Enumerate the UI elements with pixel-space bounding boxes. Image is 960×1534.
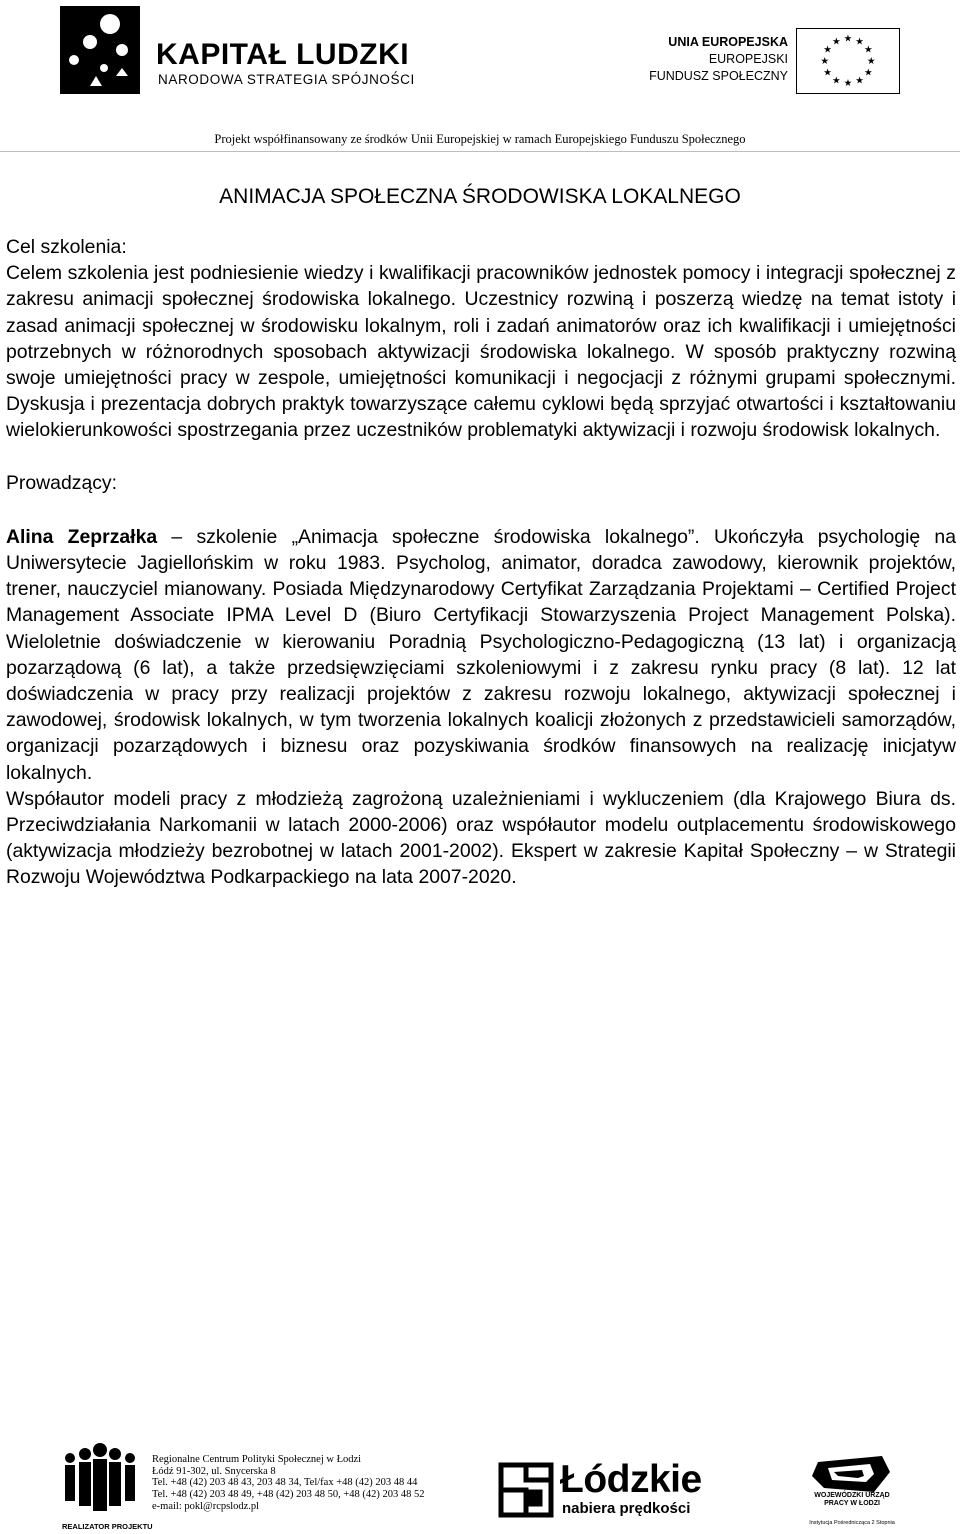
trainer-heading: Prowadzący: bbox=[6, 471, 118, 494]
svg-text:★: ★ bbox=[823, 44, 832, 56]
wup-logo bbox=[804, 1454, 900, 1534]
header-divider bbox=[0, 151, 960, 152]
document-title: ANIMACJA SPOŁECZNA ŚRODOWISKA LOKALNEGO bbox=[219, 185, 741, 208]
svg-text:★: ★ bbox=[855, 75, 864, 87]
document-body bbox=[6, 234, 956, 891]
svg-text:★: ★ bbox=[832, 75, 841, 87]
eu-line-2: EUROPEJSKI bbox=[708, 52, 788, 66]
eu-line-3: FUNDUSZ SPOŁECZNY bbox=[649, 69, 788, 83]
wup-subtitle: Instytucja Pośrednicząca 2 Stopnia bbox=[809, 1520, 895, 1526]
svg-text:★: ★ bbox=[823, 67, 832, 79]
people-icon bbox=[62, 1442, 138, 1520]
svg-text:★: ★ bbox=[864, 67, 873, 79]
trainer-bio: – szkolenie „Animacja społeczne środowiska lokalnego”. Ukończyła psychologię na Uniwersytecie Jagiellońskim w roku 1983. Psycholog, animator, doradca zawodowy, kierownik projektów, trener, nauczyciel mianowany. Posiada Międzynarodowy Certyfikat Zarządzania Projektami – Certified Project Management Associate IPMA Level D (Biuro Certyfikacji Stowarzyszenia Project Management Polska). Wieloletnie doświadczenie w kierowaniu Poradnią Psychologiczno-Pedagogiczną (13 lat) i organizacją pozarządową (6 lat), a także przedsięwzięciami szkoleniowymi i z zakresu rynku pracy (8 lat). 12 lat doświadczenia w pracy przy realizacji projektów z zakresu rozwoju lokalnego, aktywizacji społecznej i zawodowej, środowisk lokalnych, w tym tworzenia lokalnych koalicji złożonych z przedstawicieli samorządów, organizacji pozarządowych i biznesu oraz pozyskiwania środków finansowych na realizację inicjatyw lokalnych. bbox=[6, 525, 957, 784]
address-line: e-mail: pokl@rcpslodz.pl bbox=[152, 1500, 260, 1512]
spacer bbox=[6, 496, 956, 524]
svg-text:★: ★ bbox=[820, 55, 830, 67]
kapital-ludzki-subtitle: NARODOWA STRATEGIA SPÓJNOŚCI bbox=[158, 72, 415, 87]
lodzkie-symbol-icon bbox=[498, 1462, 554, 1518]
address-line: Łódź 91-302, ul. Snycerska 8 bbox=[152, 1465, 276, 1477]
svg-text:★: ★ bbox=[843, 33, 853, 45]
footer-address bbox=[152, 1454, 425, 1513]
footer bbox=[0, 1432, 960, 1533]
wup-name: WOJEWÓDZKI URZĄD PRACY W ŁODZI bbox=[814, 1492, 890, 1507]
trainer-paragraph-2: Współautor modeli pracy z młodzieżą zagrożoną uzależnieniami i wykluczeniem (dla Krajowego Biura ds. Przeciwdziałania Narkomanii w latach 2000-2006) oraz współautor modelu outplacementu środowiskowego (aktywizacja młodzieży bezrobotnej w latach 2001-2002). Ekspert w zakresie Kapitał Społeczny – w Strategii Rozwoju Województwa Podkarpackiego na lata 2007-2020. bbox=[6, 787, 956, 889]
lodzkie-logo bbox=[498, 1458, 718, 1524]
svg-text:★: ★ bbox=[864, 44, 873, 56]
lodzkie-slogan: nabiera prędkości bbox=[562, 1500, 691, 1517]
svg-text:★: ★ bbox=[832, 36, 841, 48]
lodzkie-title: Łódzkie bbox=[560, 1458, 702, 1501]
kapital-ludzki-symbol-icon bbox=[52, 2, 146, 96]
trainer-name: Alina Zeprzałka bbox=[6, 525, 158, 548]
eu-logo bbox=[648, 28, 900, 96]
kapital-ludzki-logo bbox=[52, 2, 415, 100]
spacer bbox=[6, 444, 956, 470]
trainer-paragraph bbox=[6, 524, 956, 786]
eu-flag-icon bbox=[796, 28, 900, 94]
eu-text bbox=[648, 34, 788, 85]
goal-paragraph: Celem szkolenia jest podniesienie wiedzy i kwalifikacji pracowników jednostek pomocy i integracji społecznej z zakresu animacji społecznej środowiska lokalnego. Uczestnicy rozwiną i poszerzą wiedzę na temat istoty i zasad animacji społecznej w środowisku lokalnym, roli i zadań animatorów oraz ich kwalifikacji i umiejętności potrzebnych w różnorodnych sposobach aktywizacji środowiska lokalnego. W sposób praktyczny rozwiną swoje umiejętności pracy w zespole, umiejętności komunikacji i negocjacji z różnymi grupami społecznymi. Dyskusja i prezentacja dobrych praktyk towarzyszące całemu cyklowi będą sprzyjać otwartości i kształtowaniu wielokierunkowości spostrzegania przez uczestników problematyki aktywizacji i rozwoju środowisk lokalnych. bbox=[6, 262, 956, 442]
eu-line-1: UNIA EUROPEJSKA bbox=[668, 35, 788, 49]
svg-text:★: ★ bbox=[855, 36, 864, 48]
kapital-ludzki-title: KAPITAŁ LUDZKI bbox=[156, 38, 410, 71]
svg-text:★: ★ bbox=[866, 55, 876, 67]
svg-text:★: ★ bbox=[843, 78, 853, 90]
realizator-logo bbox=[62, 1442, 153, 1534]
address-line: Tel. +48 (42) 203 48 43, 203 48 34, Tel/fax +48 (42) 203 48 44 bbox=[152, 1477, 418, 1489]
wup-arrow-icon bbox=[804, 1454, 900, 1494]
cofinancing-note: Projekt współfinansowany ze środków Unii Europejskiej w ramach Europejskiego Funduszu Społecznego bbox=[214, 132, 746, 146]
realizator-label: REALIZATOR PROJEKTU bbox=[62, 1522, 153, 1531]
address-line: Tel. +48 (42) 203 48 49, +48 (42) 203 48 50, +48 (42) 203 48 52 bbox=[152, 1489, 425, 1501]
goal-heading: Cel szkolenia: bbox=[6, 236, 127, 258]
address-line: Regionalne Centrum Polityki Społecznej w Łodzi bbox=[152, 1454, 362, 1465]
